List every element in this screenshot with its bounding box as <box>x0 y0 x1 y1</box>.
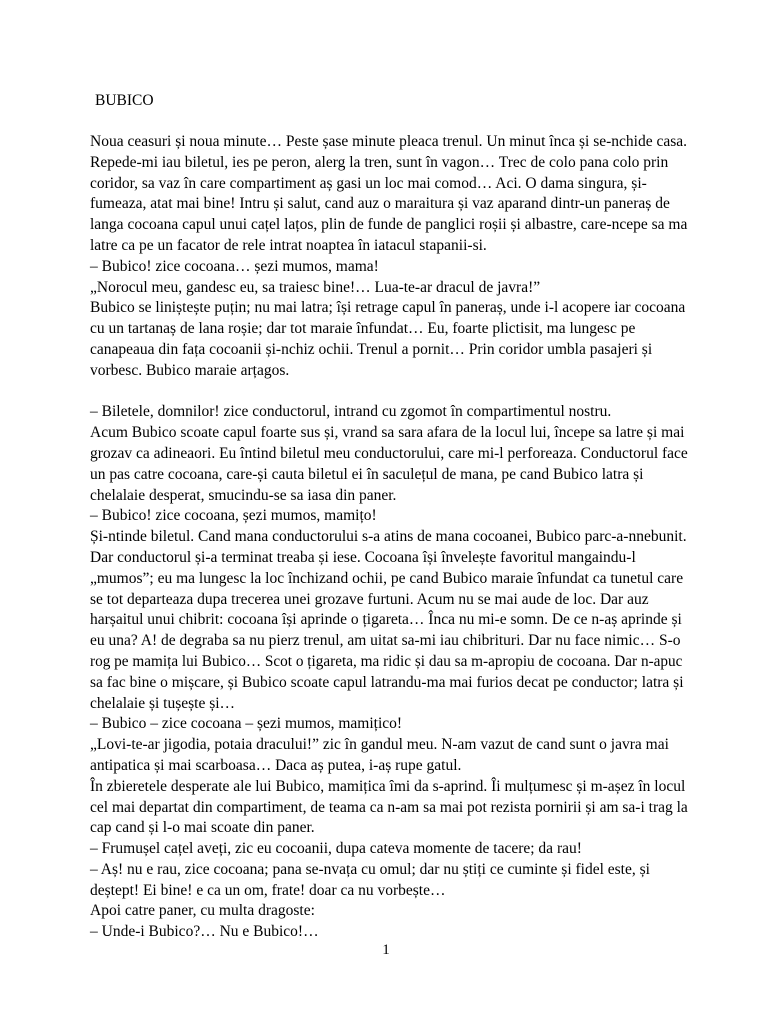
text-line: Și-ntinde biletul. Cand mana conductorului s-a atins de mana cocoanei, Bubico parc-a-nnebunit. <box>90 528 687 546</box>
text-line: Dar conductorul și-a terminat treaba și iese. Cocoana își învelește favoritul mangaindu-l <box>90 548 636 566</box>
text-line: eu una? A! de degraba sa nu pierz trenul, am uitat sa-mi iau chibrituri. Dar nu face nimic… S-o <box>90 632 681 650</box>
text-line: harșaitul unui chibrit: cocoana își aprinde o țigareta… Înca nu mi-e somn. De ce n-aș aprinde și <box>90 611 682 629</box>
text-line: Repede-mi iau biletul, ies pe peron, alerg la tren, sunt în vagon… Trec de colo pana colo prin <box>90 153 669 171</box>
text-line: se tot departeaza dupa trecerea unei grozave furtuni. Acum nu se mai aude de loc. Dar auz <box>90 590 649 608</box>
text-line: Bubico se liniștește puțin; nu mai latra; își retrage capul în paneraș, unde i-l acopere iar cocoana <box>90 299 686 317</box>
text-line: cu un tartanaș de lana roșie; dar tot maraie înfundat… Eu, foarte plictisit, ma lungesc pe <box>90 320 636 338</box>
text-line: Apoi catre paner, cu multa dragoste: <box>90 902 315 920</box>
blank-line <box>90 382 690 403</box>
text-line: În zbieretele desperate ale lui Bubico, mamițica îmi da s-aprind. Îi mulțumesc și m-așez în locul <box>90 777 686 795</box>
text-line: cel mai departat din compartiment, de teama ca n-am sa mai pot rezista pornirii și am sa-i trag la <box>90 798 688 816</box>
text-line: – Bubico! zice cocoana… șezi mumos, mama! <box>90 257 379 275</box>
text-line: Acum Bubico scoate capul foarte sus și, vrand sa sara afara de la locul lui, începe sa latre și mai <box>90 424 685 442</box>
text-line: – Unde-i Bubico?… Nu e Bubico!… <box>90 923 319 941</box>
text-line: – Bubico! zice cocoana, șezi mumos, mamițo! <box>90 507 377 525</box>
text-line: un pas catre cocoana, care-și cauta biletul ei în saculețul de mana, pe cand Bubico latra și <box>90 465 644 483</box>
text-line: rog pe mamița lui Bubico… Scot o țigareta, ma ridic și dau sa m-apropiu de cocoana. Dar n-apuc <box>90 652 683 670</box>
text-line: antipatica și mai scarboasa… Daca aș putea, i-aș rupe gatul. <box>90 756 462 774</box>
text-line: coridor, sa vaz în care compartiment aș gasi un loc mai comod… Aci. O dama singura, și- <box>90 174 647 192</box>
text-line: „Lovi-te-ar jigodia, potaia dracului!” zic în gandul meu. N-am vazut de cand sunt o javra mai <box>90 736 669 754</box>
document-body <box>90 132 690 943</box>
text-line: cap cand și l-o mai scoate din paner. <box>90 819 315 837</box>
text-line: chelalaie desperat, smucindu-se sa iasa din paner. <box>90 486 397 504</box>
text-line: chelalaie și tușește și… <box>90 694 236 712</box>
text-line: latre ca pe un facator de rele intrat noaptea în iatacul stapanii-si. <box>90 236 487 254</box>
text-line: sa fac bine o mișcare, și Bubico scoate capul latrandu-ma mai furios decat pe conductor; latra și <box>90 673 684 691</box>
text-line: grozav ca adineaori. Eu întind biletul meu conductorului, care mi-l perforeaza. Conductorul face <box>90 444 688 462</box>
text-line: – Aș! nu e rau, zice cocoana; pana se-nvața cu omul; dar nu știți ce cuminte și fidel este, și <box>90 860 650 878</box>
text-line: „Norocul meu, gandesc eu, sa traiesc bine!… Lua-te-ar dracul de javra!” <box>90 278 541 296</box>
text-line: Noua ceasuri și noua minute… Peste șase minute pleaca trenul. Un minut înca și se-nchide casa. <box>90 133 687 150</box>
text-line: canapeaua din fața cocoanii și-nchiz ochii. Trenul a pornit… Prin coridor umbla pasajeri și <box>90 340 653 358</box>
text-line: fumeaza, atat mai bine! Intru și salut, cand auz o maraitura și vaz aparand dintr-un paneraș de <box>90 195 670 213</box>
text-line: vorbesc. Bubico maraie arțagos. <box>90 361 290 379</box>
text-line: – Frumușel cațel aveți, zic eu cocoanii, dupa cateva momente de tacere; da rau! <box>90 840 582 858</box>
document-title: BUBICO <box>95 92 154 109</box>
text-line: deștept! Ei bine! e ca un om, frate! doar ca nu vorbește… <box>90 881 446 899</box>
text-line: – Bubico – zice cocoana – șezi mumos, mamițico! <box>90 715 403 733</box>
text-line: langa cocoana capul unui cațel lațos, plin de funde de panglici roșii și albastre, care-ncepe sa ma <box>90 216 688 234</box>
text-line: – Biletele, domnilor! zice conductorul, intrand cu zgomot în compartimentul nostru. <box>90 403 612 421</box>
page-number: 1 <box>382 942 390 958</box>
text-line: „mumos”; eu ma lungesc la loc închizand ochii, pe cand Bubico maraie înfundat ca tunetul care <box>90 569 684 587</box>
